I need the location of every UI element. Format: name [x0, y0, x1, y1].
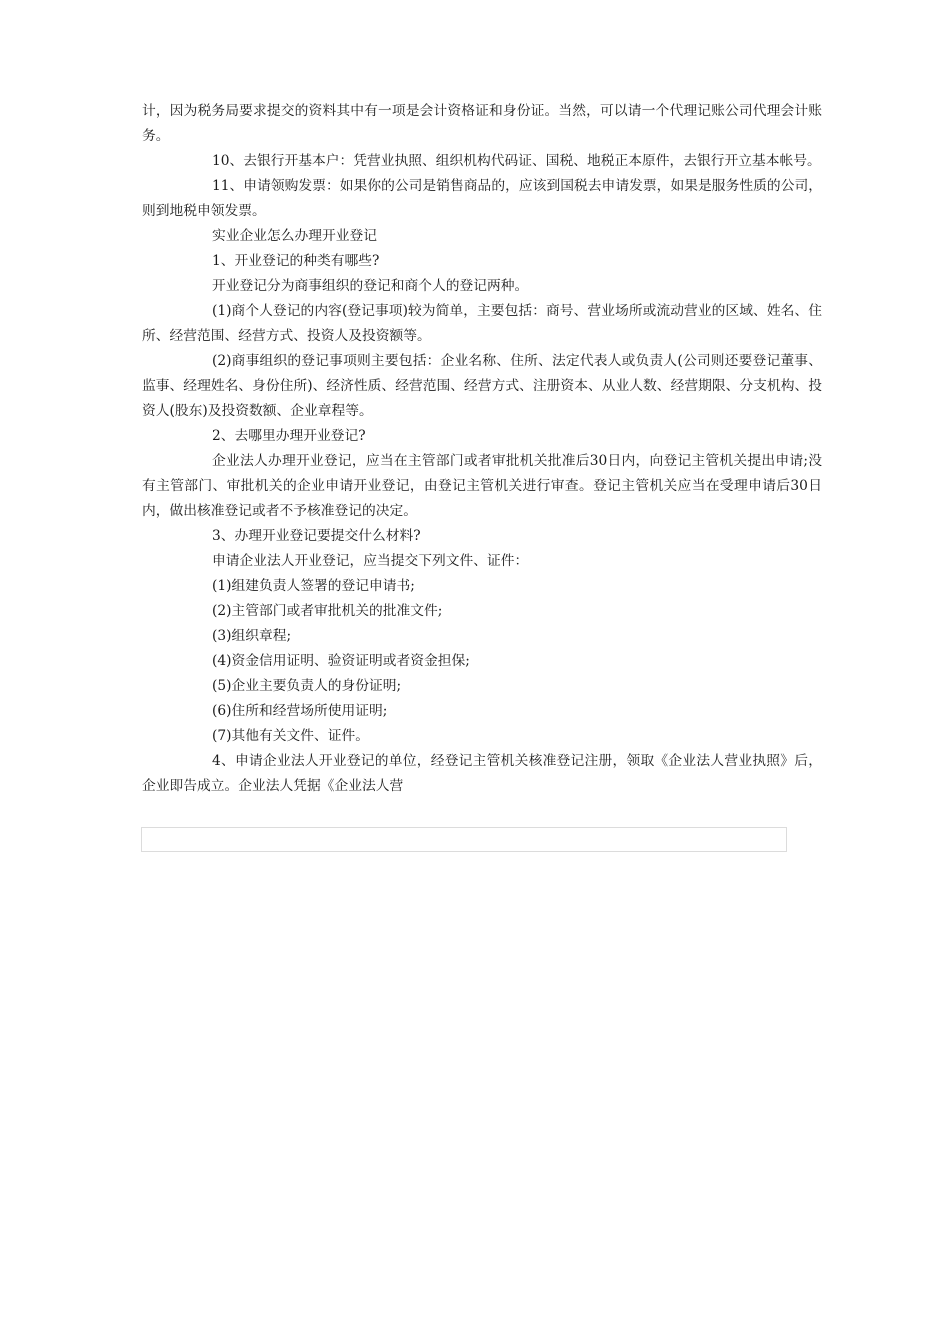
paragraph-20: 4、申请企业法人开业登记的单位，经登记主管机关核准登记注册，领取《企业法人营业执照》后，企业即告成立。企业法人凭据《企业法人营 — [142, 753, 822, 794]
question-3: 3、办理开业登记要提交什么材料? — [212, 528, 421, 544]
paragraph-6: 开业登记分为商事组织的登记和商个人的登记两种。 — [212, 278, 529, 294]
paragraph-8: (2)商事组织的登记事项则主要包括：企业名称、住所、法定代表人或负责人(公司则还要登记董事、监事、经理姓名、身份住所)、经济性质、经营范围、经营方式、注册资本、从业人数、经营期限、分支机构、投资人(股东)及投资数额、企业章程等。 — [142, 353, 822, 419]
section-heading: 实业企业怎么办理开业登记 — [212, 228, 378, 244]
paragraph-10: 企业法人办理开业登记，应当在主管部门或者审批机关批准后30日内，向登记主管机关提出申请;没有主管部门、审批机关的企业申请开业登记，由登记主管机关进行审查。登记主管机关应当在受理申请后30日内，做出核准登记或者不予核准登记的决定。 — [142, 453, 822, 519]
list-item-6: (6)住所和经营场所使用证明; — [212, 703, 388, 719]
paragraph-12: 申请企业法人开业登记，应当提交下列文件、证件： — [212, 553, 529, 569]
question-1: 1、开业登记的种类有哪些? — [212, 253, 380, 269]
paragraph-7: (1)商个人登记的内容(登记事项)较为简单，主要包括：商号、营业场所或流动营业的区域、姓名、住所、经营范围、经营方式、投资人及投资额等。 — [142, 303, 822, 344]
list-item-2: (2)主管部门或者审批机关的批准文件; — [212, 603, 443, 619]
list-item-3: (3)组织章程; — [212, 628, 292, 644]
list-item-5: (5)企业主要负责人的身份证明; — [212, 678, 402, 694]
list-item-4: (4)资金信用证明、验资证明或者资金担保; — [212, 653, 470, 669]
paragraph-2: 10、去银行开基本户：凭营业执照、组织机构代码证、国税、地税正本原件，去银行开立基本帐号。 — [212, 153, 821, 169]
list-item-7: (7)其他有关文件、证件。 — [212, 728, 369, 744]
paragraph-1: 计，因为税务局要求提交的资料其中有一项是会计资格证和身份证。当然，可以请一个代理记账公司代理会计账务。 — [142, 103, 822, 144]
list-item-1: (1)组建负责人签署的登记申请书; — [212, 578, 415, 594]
paragraph-3: 11、申请领购发票：如果你的公司是销售商品的，应该到国税去申请发票，如果是服务性质的公司，则到地税申领发票。 — [142, 178, 822, 219]
document-body — [142, 99, 822, 799]
empty-bordered-box — [141, 827, 787, 852]
question-2: 2、去哪里办理开业登记? — [212, 428, 366, 444]
